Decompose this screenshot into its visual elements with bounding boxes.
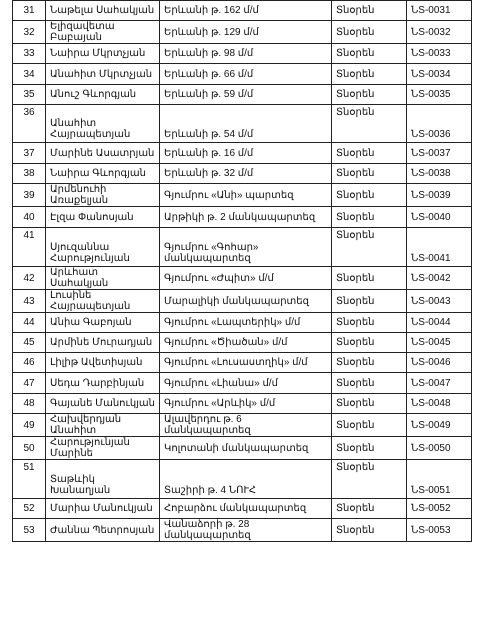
row-number-cell (13, 1, 46, 21)
person-name-cell (46, 394, 160, 414)
person-name: Նաիրա Մկրտչյան (50, 48, 146, 59)
institution-address: Գյումրու «Անի» պարտեզ (164, 189, 294, 201)
person-name-cell (46, 460, 160, 499)
institution-address-cell (160, 267, 332, 290)
person-name-cell (46, 143, 160, 164)
person-name: Անիա Գաբոյան (50, 317, 132, 328)
row-number-cell (13, 373, 46, 394)
institution-address-cell (160, 21, 332, 44)
person-name: Անահիտ Մկրտչյան (50, 68, 153, 80)
position-title-cell (332, 228, 407, 267)
row-number-cell (13, 184, 46, 207)
row-number-cell (13, 437, 46, 460)
position-title: Տնօրեն (336, 272, 375, 284)
registry-code-cell (407, 184, 472, 207)
registry-code-cell (407, 1, 472, 21)
registry-code-cell (407, 105, 472, 143)
registry-code-cell (407, 267, 472, 290)
position-title: Տնօրեն (336, 147, 375, 159)
position-title: Տնօրեն (336, 398, 375, 409)
row-number: 42 (23, 272, 35, 284)
person-name: Ժաննա Պետրոսյան (50, 524, 155, 536)
institution-address: Գյումրու «Լուսաստղիկ» մ/մ (164, 357, 308, 368)
registry-code-cell (407, 519, 472, 542)
registry-code-cell (407, 437, 472, 460)
institution-address: Տաշիրի թ. 4 ՆՈՒՀ (164, 485, 256, 496)
person-name-cell (46, 499, 160, 519)
position-title-cell (332, 499, 407, 519)
row-number-cell (13, 313, 46, 333)
institution-address-cell (160, 290, 332, 313)
table-row (13, 333, 472, 353)
person-name: Սյուզաննա Հարությունյան (50, 242, 130, 264)
institution-address-cell (160, 85, 332, 105)
institution-address-cell (160, 394, 332, 414)
position-title: Տնօրեն (336, 337, 375, 348)
person-name: Հախվերդյան Անահիտ (50, 414, 122, 436)
row-number: 31 (23, 5, 35, 16)
person-name-cell (46, 21, 160, 44)
registry-code: ՆS-0034 (411, 68, 451, 80)
position-title-cell (332, 184, 407, 207)
position-title: Տնօրեն (336, 48, 375, 59)
position-title: Տնօրեն (336, 419, 375, 431)
person-name: Լիլիթ Ավետիսյան (50, 357, 143, 368)
row-number: 32 (23, 26, 35, 38)
position-title: Տնօրեն (336, 295, 375, 307)
person-name-cell (46, 207, 160, 228)
position-title: Տնօրեն (336, 377, 375, 389)
institution-address: Երևանի թ. 66 մ/մ (164, 68, 254, 80)
institution-address: Գյումրու «Ծիածան» մ/մ (164, 337, 288, 348)
position-title: Տնօրեն (336, 107, 375, 118)
registry-code: ՆS-0037 (411, 147, 451, 159)
row-number-cell (13, 519, 46, 542)
table-row (13, 394, 472, 414)
table-row (13, 353, 472, 373)
registry-code: ՆS-0043 (411, 295, 451, 307)
institution-address: Վանաձորի թ. 28 մանկապարտեզ (164, 519, 251, 541)
registry-code-cell (407, 164, 472, 184)
institution-address: Երևանի թ. 162 մ/մ (164, 5, 259, 16)
person-name-cell (46, 64, 160, 85)
registry-code: ՆS-0049 (411, 419, 451, 431)
position-title-cell (332, 164, 407, 184)
registry-code: ՆS-0046 (411, 357, 451, 368)
position-title-cell (332, 105, 407, 143)
position-title: Տնօրեն (336, 357, 375, 368)
position-title: Տնօրեն (336, 89, 375, 100)
institution-address: Երևանի թ. 59 մ/մ (164, 89, 254, 100)
person-name-cell (46, 228, 160, 267)
person-name-cell (46, 353, 160, 373)
row-number: 39 (23, 189, 35, 201)
registry-code-cell (407, 394, 472, 414)
position-title: Տնօրեն (336, 230, 375, 241)
institution-address-cell (160, 164, 332, 184)
registry-code-cell (407, 460, 472, 499)
registry-code: ՆS-0038 (411, 168, 451, 179)
institution-address: Երևանի թ. 54 մ/մ (164, 129, 254, 140)
person-name-cell (46, 1, 160, 21)
institution-address-cell (160, 437, 332, 460)
table-row (13, 21, 472, 44)
position-title-cell (332, 353, 407, 373)
person-name: Լուսինե Հայրապետյան (50, 290, 131, 312)
position-title: Տնօրեն (336, 68, 375, 80)
row-number: 34 (23, 68, 35, 80)
registry-code-cell (407, 207, 472, 228)
person-name-cell (46, 437, 160, 460)
table-row (13, 184, 472, 207)
registry-code-cell (407, 85, 472, 105)
registry-code-cell (407, 64, 472, 85)
position-title-cell (332, 519, 407, 542)
row-number: 43 (23, 295, 35, 307)
table-body (13, 1, 472, 542)
registry-code-cell (407, 333, 472, 353)
row-number-cell (13, 105, 46, 143)
person-name-cell (46, 414, 160, 437)
table-row (13, 207, 472, 228)
registry-code-cell (407, 373, 472, 394)
row-number: 45 (23, 337, 35, 348)
person-name: Արևհատ Սահակյան (50, 267, 109, 289)
position-title: Տնօրեն (336, 317, 375, 328)
position-title-cell (332, 437, 407, 460)
row-number: 41 (23, 230, 35, 241)
position-title-cell (332, 21, 407, 44)
position-title-cell (332, 85, 407, 105)
table-row (13, 105, 472, 143)
registry-code: ՆS-0050 (411, 442, 451, 454)
table-row (13, 519, 472, 542)
position-title-cell (332, 414, 407, 437)
position-title-cell (332, 64, 407, 85)
person-name: Նաիրա Գևորգյան (50, 168, 146, 179)
registry-code-cell (407, 44, 472, 64)
institution-address-cell (160, 353, 332, 373)
registry-code-cell (407, 313, 472, 333)
institution-address-cell (160, 44, 332, 64)
registry-code-cell (407, 290, 472, 313)
position-title-cell (332, 373, 407, 394)
person-name-cell (46, 184, 160, 207)
institution-address: Գյումրու «Ժպիտ» մ/մ (164, 272, 274, 284)
table-row (13, 44, 472, 64)
person-name-cell (46, 85, 160, 105)
institution-address: Երևանի թ. 16 մ/մ (164, 147, 254, 159)
person-name: Անուշ Գևորգյան (50, 89, 137, 100)
staff-registry-sheet (12, 0, 471, 542)
registry-code: ՆS-0041 (411, 253, 451, 264)
registry-code: ՆS-0044 (411, 317, 451, 328)
institution-address: Գյումրու «Գոհար» մանկապարտեզ (164, 242, 259, 264)
row-number: 49 (23, 419, 35, 431)
registry-code-cell (407, 414, 472, 437)
table-row (13, 164, 472, 184)
institution-address-cell (160, 105, 332, 143)
person-name: Հարությունյան Մարինե (50, 437, 130, 459)
table-row (13, 1, 472, 21)
position-title-cell (332, 1, 407, 21)
institution-address-cell (160, 313, 332, 333)
person-name: Ելիզավետա Բաբայան (50, 21, 115, 43)
institution-address-cell (160, 373, 332, 394)
row-number-cell (13, 164, 46, 184)
row-number-cell (13, 290, 46, 313)
row-number: 35 (23, 89, 35, 100)
registry-code: ՆS-0039 (411, 189, 451, 201)
row-number: 51 (23, 462, 35, 473)
table-row (13, 228, 472, 267)
registry-code: ՆS-0045 (411, 337, 451, 348)
row-number-cell (13, 267, 46, 290)
registry-code-cell (407, 228, 472, 267)
registry-code: ՆS-0040 (411, 211, 451, 223)
person-name: Սեդա Դարբինյան (50, 377, 145, 389)
person-name: Արմենուհի Առաքելյան (50, 184, 109, 206)
institution-address: Երևանի թ. 98 մ/մ (164, 48, 254, 59)
institution-address: Հոբարձու մանկապարտեզ (164, 503, 307, 514)
person-name: Անահիտ Հայրապետյան (50, 118, 131, 140)
row-number-cell (13, 460, 46, 499)
position-title-cell (332, 394, 407, 414)
table-row (13, 437, 472, 460)
row-number: 36 (23, 107, 35, 118)
person-name-cell (46, 105, 160, 143)
row-number-cell (13, 353, 46, 373)
person-name: Նաթելա Սահակյան (50, 5, 155, 16)
institution-address: Ալավերդու թ. 6 մանկապարտեզ (164, 414, 251, 436)
position-title-cell (332, 290, 407, 313)
position-title: Տնօրեն (336, 462, 375, 473)
row-number: 48 (23, 398, 35, 409)
row-number-cell (13, 333, 46, 353)
institution-address-cell (160, 499, 332, 519)
institution-address-cell (160, 184, 332, 207)
row-number-cell (13, 499, 46, 519)
table-row (13, 460, 472, 499)
registry-code: ՆS-0053 (411, 524, 451, 536)
row-number: 33 (23, 48, 35, 59)
person-name-cell (46, 164, 160, 184)
registry-code-cell (407, 143, 472, 164)
table-row (13, 143, 472, 164)
position-title: Տնօրեն (336, 189, 375, 201)
table-row (13, 373, 472, 394)
registry-code: ՆS-0032 (411, 26, 451, 38)
table-row (13, 64, 472, 85)
table-row (13, 290, 472, 313)
table-row (13, 267, 472, 290)
position-title: Տնօրեն (336, 524, 375, 536)
institution-address-cell (160, 1, 332, 21)
row-number: 52 (23, 503, 35, 514)
position-title: Տնօրեն (336, 211, 375, 223)
position-title: Տնօրեն (336, 442, 375, 454)
person-name-cell (46, 267, 160, 290)
institution-address-cell (160, 228, 332, 267)
position-title-cell (332, 44, 407, 64)
registry-code-cell (407, 21, 472, 44)
institution-address-cell (160, 207, 332, 228)
position-title: Տնօրեն (336, 26, 375, 38)
position-title: Տնօրեն (336, 5, 375, 16)
table-row (13, 499, 472, 519)
registry-code: ՆS-0035 (411, 89, 451, 100)
institution-address-cell (160, 414, 332, 437)
institution-address: Երևանի թ. 32 մ/մ (164, 168, 254, 179)
row-number-cell (13, 44, 46, 64)
registry-code: ՆS-0048 (411, 398, 451, 409)
position-title: Տնօրեն (336, 503, 375, 514)
person-name-cell (46, 290, 160, 313)
person-name-cell (46, 519, 160, 542)
row-number-cell (13, 394, 46, 414)
row-number-cell (13, 228, 46, 267)
person-name-cell (46, 373, 160, 394)
registry-code-cell (407, 499, 472, 519)
institution-address-cell (160, 64, 332, 85)
person-name: Մարինե Ասատրյան (50, 147, 155, 159)
row-number-cell (13, 64, 46, 85)
person-name: Արմինե Մուրադյան (50, 337, 153, 348)
row-number: 53 (23, 524, 35, 536)
person-name: Գայանե Մանուկյան (50, 398, 155, 409)
institution-address: Արթիկի թ. 2 մանկապարտեզ (164, 211, 316, 223)
registry-code: ՆS-0036 (411, 129, 451, 140)
row-number: 44 (23, 317, 35, 328)
registry-code: ՆS-0047 (411, 377, 451, 389)
row-number: 46 (23, 357, 35, 368)
position-title-cell (332, 207, 407, 228)
row-number-cell (13, 85, 46, 105)
institution-address: Երևանի թ. 129 մ/մ (164, 26, 259, 38)
registry-code: ՆS-0042 (411, 272, 451, 284)
institution-address: Մարալիկի մանկապարտեզ (164, 295, 309, 307)
row-number-cell (13, 21, 46, 44)
person-name-cell (46, 333, 160, 353)
person-name-cell (46, 44, 160, 64)
table-row (13, 414, 472, 437)
staff-registry-table (12, 0, 472, 542)
registry-code: ՆS-0052 (411, 503, 451, 514)
table-row (13, 313, 472, 333)
position-title-cell (332, 313, 407, 333)
registry-code: ՆS-0051 (411, 485, 451, 496)
institution-address-cell (160, 460, 332, 499)
position-title: Տնօրեն (336, 168, 375, 179)
person-name: Էլզա Փանոսյան (50, 211, 134, 223)
institution-address: Գյումրու «Լիանա» մ/մ (164, 377, 278, 389)
institution-address: Կոլոտանի մանկապարտեզ (164, 442, 309, 454)
person-name: Տաթևիկ Խանաղյան (50, 474, 111, 496)
registry-code-cell (407, 353, 472, 373)
position-title-cell (332, 333, 407, 353)
institution-address: Գյումրու «Արևիկ» մ/մ (164, 398, 276, 409)
table-row (13, 85, 472, 105)
row-number: 37 (23, 147, 35, 159)
registry-code: ՆS-0031 (411, 5, 451, 16)
institution-address-cell (160, 519, 332, 542)
row-number-cell (13, 143, 46, 164)
row-number-cell (13, 414, 46, 437)
institution-address-cell (160, 333, 332, 353)
institution-address-cell (160, 143, 332, 164)
row-number-cell (13, 207, 46, 228)
position-title-cell (332, 267, 407, 290)
row-number: 47 (23, 377, 35, 389)
row-number: 50 (23, 442, 35, 454)
registry-code: ՆS-0033 (411, 48, 451, 59)
person-name-cell (46, 313, 160, 333)
position-title-cell (332, 460, 407, 499)
institution-address: Գյումրու «Լապտերիկ» մ/մ (164, 317, 301, 328)
person-name: Մարիա Մանուկյան (50, 503, 153, 514)
row-number: 40 (23, 211, 35, 223)
position-title-cell (332, 143, 407, 164)
row-number: 38 (23, 168, 35, 179)
